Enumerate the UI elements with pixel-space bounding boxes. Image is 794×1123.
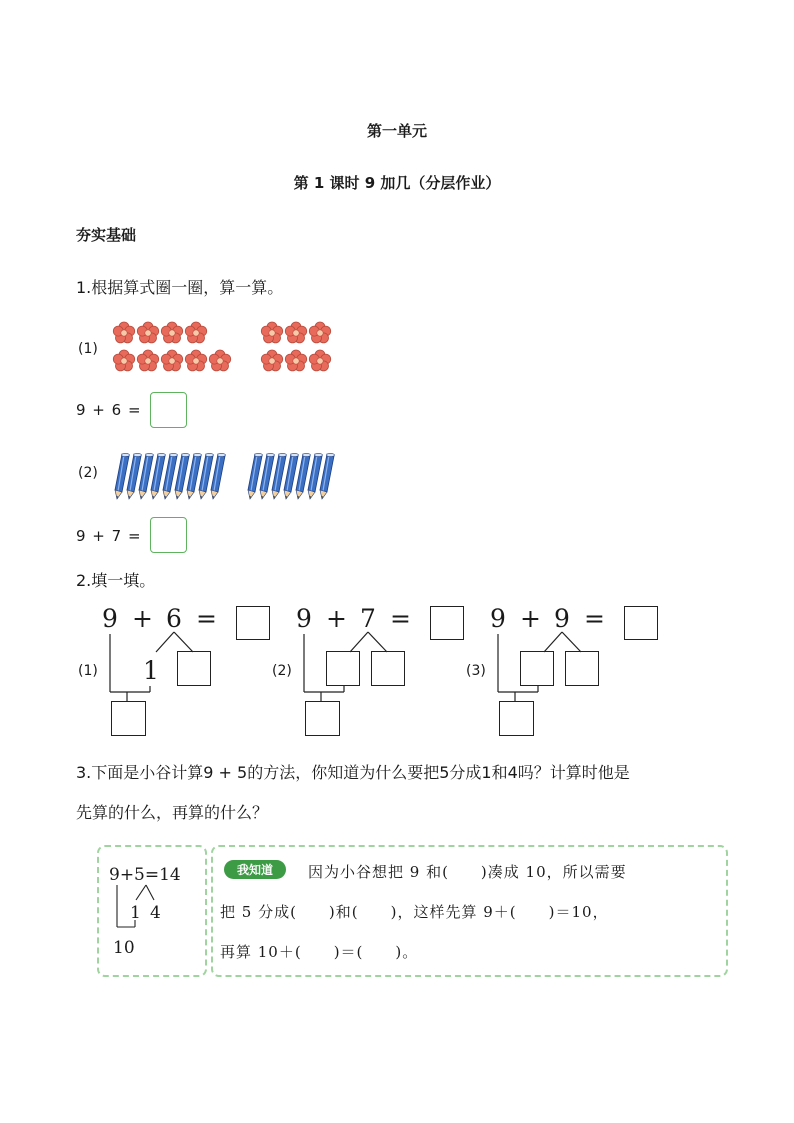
q2-1-addend-b: 6 (166, 604, 182, 633)
flower-icon (137, 322, 158, 343)
q2-3-addend-b: 9 (554, 604, 570, 633)
section-heading: 夯实基础 (76, 226, 137, 244)
q2-3-sum-box[interactable] (624, 606, 658, 640)
q1-answer-box-1[interactable] (150, 392, 187, 428)
explanation-line-3: 再算 10＋( )＝( )。 (220, 943, 419, 961)
q1-equation-2: 9 + 7 = (76, 527, 142, 545)
flowers-group (110, 318, 350, 378)
q2-2-equals: = (390, 604, 411, 633)
method-equation: 9+5=14 (109, 865, 181, 885)
q2-3-plus: + (520, 604, 541, 633)
q2-3-split-lines (488, 630, 608, 705)
q1-answer-box-2[interactable] (150, 517, 187, 553)
q2-2-addend-a: 9 (296, 604, 312, 633)
i-know-badge: 我知道 (224, 860, 286, 879)
pencil-icon (320, 453, 335, 499)
q2-1-addend-a: 9 (102, 604, 118, 633)
lesson-title: 第 1 课时 9 加几（分层作业） (293, 174, 501, 192)
flower-icon (261, 322, 282, 343)
method-lines (108, 880, 168, 940)
flower-icon (309, 350, 330, 371)
q1-part1-label: (1) (78, 341, 98, 357)
flower-icon (113, 322, 134, 343)
q2-2-split-lines (294, 630, 414, 705)
flower-icon (113, 350, 134, 371)
flower-icon (161, 350, 182, 371)
explanation-line-2: 把 5 分成( )和( )，这样先算 9＋( )＝10， (220, 903, 609, 921)
q2-2-sum-box[interactable] (430, 606, 464, 640)
flower-icon (209, 350, 230, 371)
question-2: 2.填一填。 (76, 571, 156, 590)
q1-part2-label: (2) (78, 465, 98, 481)
explanation-line-1: 因为小谷想把 9 和( )凑成 10，所以需要 (308, 863, 627, 881)
flower-icon (285, 350, 306, 371)
flower-icon (309, 322, 330, 343)
q2-1-label: (1) (78, 663, 98, 679)
q1-equation-1: 9 + 6 = (76, 401, 142, 419)
question-3-line-1: 3.下面是小谷计算9 + 5的方法，你知道为什么要把5分成1和4吗？计算时他是 (76, 763, 630, 782)
q2-1-plus: + (132, 604, 153, 633)
q2-1-result-box[interactable] (111, 701, 146, 736)
flower-icon (185, 350, 206, 371)
flower-icon (261, 350, 282, 371)
method-sum: 10 (113, 938, 135, 958)
q2-1-split-lines (100, 630, 220, 705)
q2-2-plus: + (326, 604, 347, 633)
flower-icon (285, 322, 306, 343)
method-split-b: 4 (150, 903, 161, 923)
flower-icon (161, 322, 182, 343)
q2-3-equals: = (584, 604, 605, 633)
q2-1-equals: = (196, 604, 217, 633)
q2-3-addend-a: 9 (490, 604, 506, 633)
flower-icon (185, 322, 206, 343)
q2-1-sum-box[interactable] (236, 606, 270, 640)
q2-2-addend-b: 7 (360, 604, 376, 633)
q2-3-label: (3) (466, 663, 486, 679)
unit-title: 第一单元 (366, 122, 427, 140)
question-3-line-2: 先算的什么，再算的什么？ (76, 803, 269, 822)
method-split-a: 1 (130, 903, 141, 923)
flower-icon (137, 350, 158, 371)
q2-3-result-box[interactable] (499, 701, 534, 736)
q2-2-label: (2) (272, 663, 292, 679)
q2-2-result-box[interactable] (305, 701, 340, 736)
pencils-group (112, 450, 342, 502)
pencil-icon (211, 453, 226, 499)
question-1: 1.根据算式圈一圈，算一算。 (76, 278, 284, 297)
q2-1-split-given: 1 (143, 656, 159, 685)
